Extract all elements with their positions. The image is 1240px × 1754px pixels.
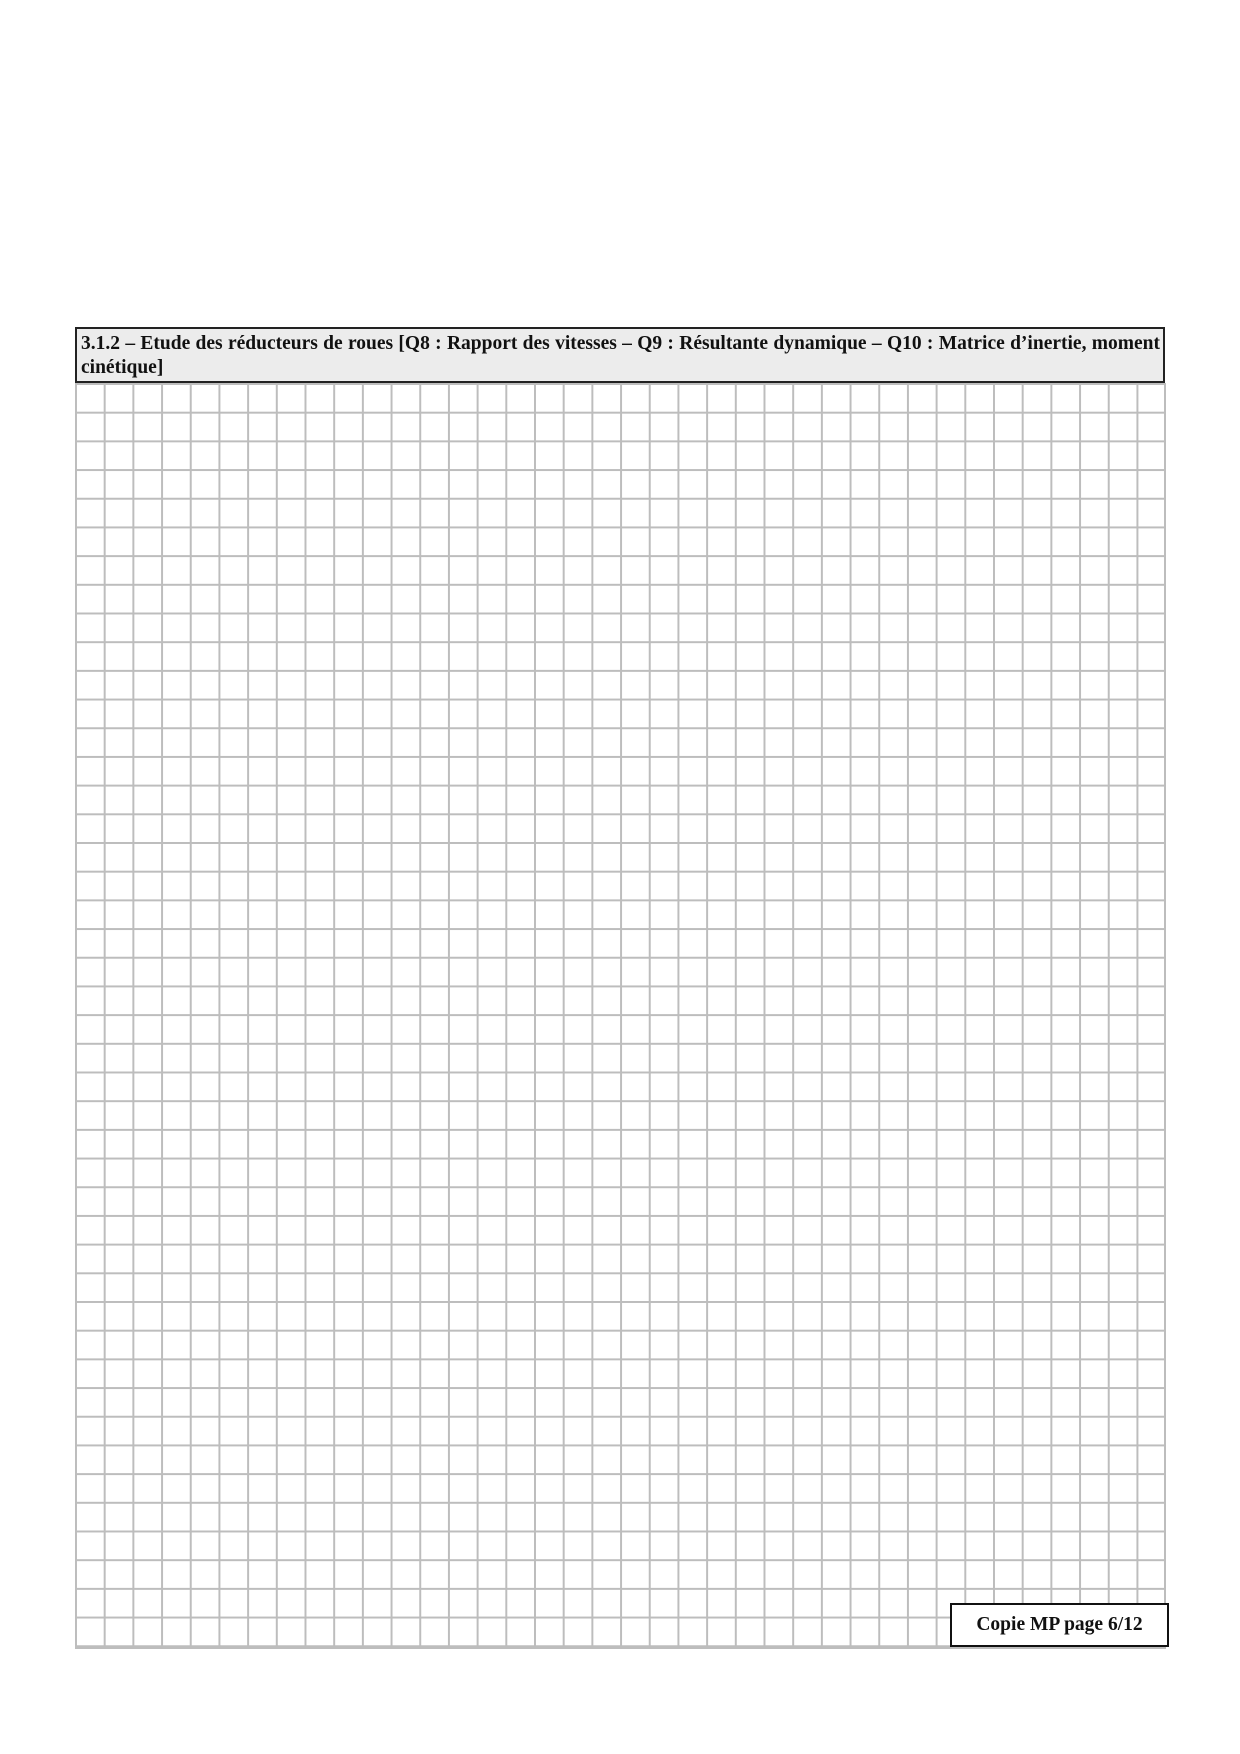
answer-grid-area[interactable] bbox=[75, 383, 1166, 1649]
section-header: 3.1.2 – Etude des réducteurs de roues [Q8 : Rapport des vitesses – Q9 : Résultante dynamique – Q10 : Matrice d’inertie, moment cinétique] bbox=[75, 327, 1165, 383]
page-number-box: Copie MP page 6/12 bbox=[950, 1603, 1169, 1647]
